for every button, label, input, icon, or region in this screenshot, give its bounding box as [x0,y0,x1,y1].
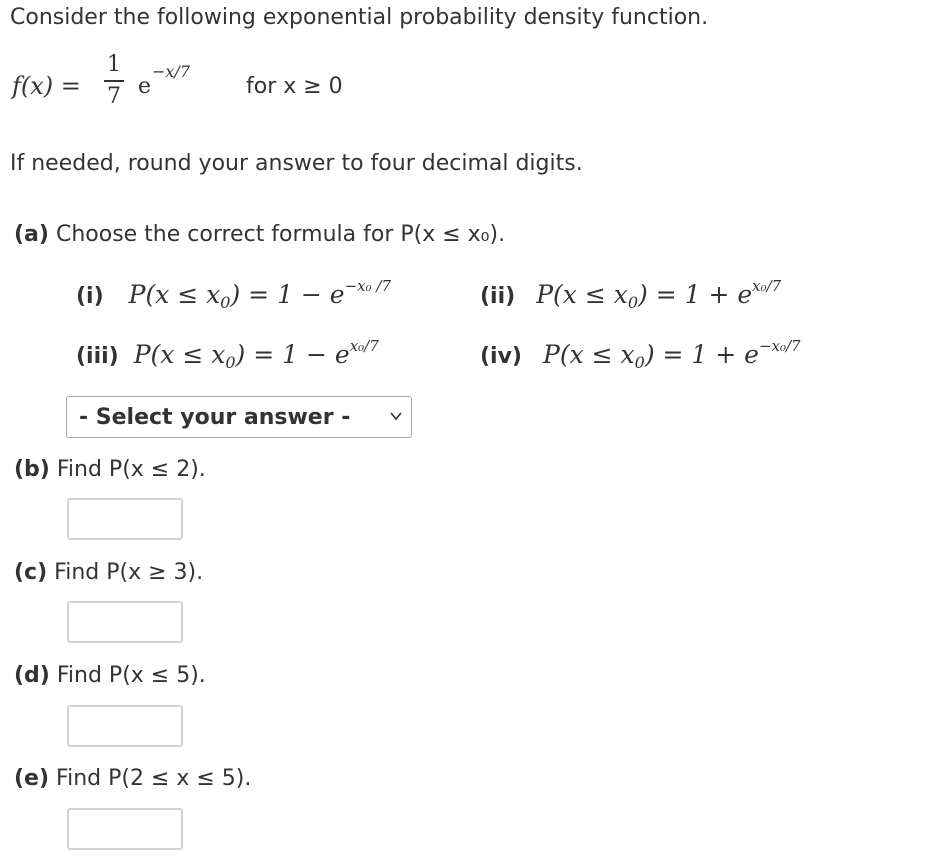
rounding-note: If needed, round your answer to four decimal digits. [10,151,583,176]
part-b-answer-input[interactable] [67,498,183,540]
part-d-question [14,663,206,688]
option-ii-formula: $P(x \le x_0) = 1 + e^{x_0/7}$ [536,277,782,312]
answer-select[interactable] [66,396,412,438]
part-c-answer-input[interactable] [67,601,183,643]
part-c-question [14,560,203,585]
pdf-condition: for x ≥ 0 [246,74,343,99]
pdf-lhs: f(x) = [12,72,81,100]
answer-select-value: - Select your answer - [79,404,351,430]
pdf-numerator: 1 [107,52,121,77]
part-c-text: Find P(x ≥ 3). [54,560,204,585]
part-b-text: Find P(x ≤ 2). [56,457,206,482]
option-iv-label: (iv) [480,344,522,369]
option-i [76,277,392,312]
option-i-formula: $P(x \le x_0) = 1 - e^{-x_0 /7}$ [128,277,392,312]
fraction-bar [104,80,124,82]
pdf-denominator: 7 [107,84,121,109]
part-a-label: (a) [14,222,49,247]
pdf-exponent: −x/7 [152,62,190,81]
part-b-question [14,457,206,482]
part-d-text: Find P(x ≤ 5). [56,663,206,688]
part-e-answer-input[interactable] [67,808,183,850]
part-e-text: Find P(2 ≤ x ≤ 5). [56,766,252,791]
part-d-label: (d) [14,663,50,688]
part-c-label: (c) [14,560,48,585]
option-iv-formula: $P(x \le x_0) = 1 + e^{-x_0/7}$ [543,337,801,372]
option-iii-label: (iii) [76,344,119,369]
option-ii-label: (ii) [480,284,516,309]
part-a-question [14,222,505,247]
intro-text: Consider the following exponential probability density function. [10,5,709,30]
option-i-label: (i) [76,284,104,309]
part-d-answer-input[interactable] [67,705,183,747]
pdf-fraction [100,52,128,110]
option-ii [480,277,782,312]
option-iii [76,337,379,372]
option-iv [480,337,801,372]
part-a-text: Choose the correct formula for P(x ≤ x₀). [55,222,506,247]
option-iii-formula: $P(x \le x_0) = 1 - e^{x_0/7}$ [133,337,379,372]
pdf-base: e [138,74,152,99]
chevron-down-icon [389,409,403,423]
part-e-question [14,766,251,791]
part-e-label: (e) [14,766,50,791]
part-b-label: (b) [14,457,50,482]
